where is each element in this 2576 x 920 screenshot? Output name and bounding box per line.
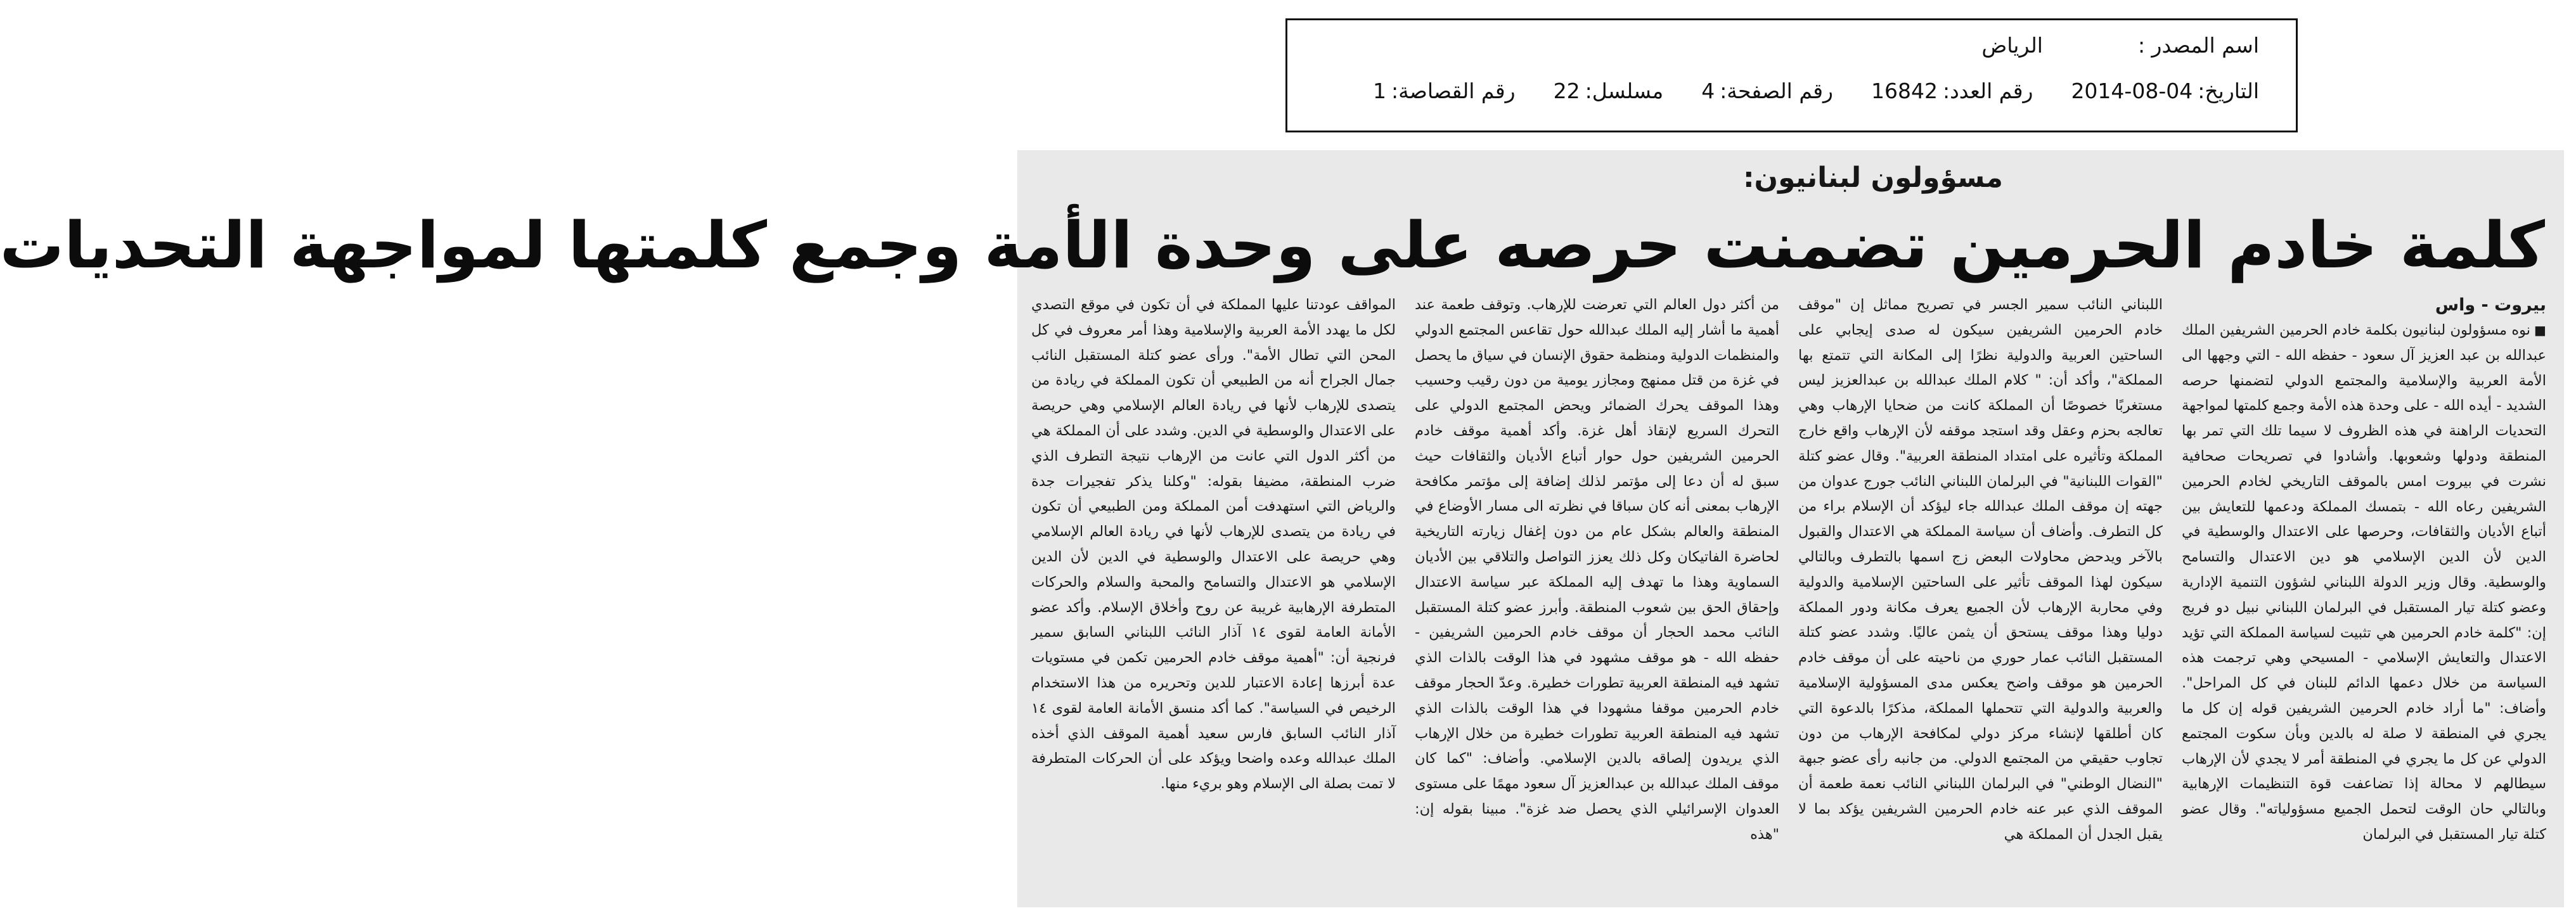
serial-label: مسلسل:	[1585, 79, 1664, 103]
article-column-2	[1798, 293, 2163, 898]
page-field	[1701, 79, 1833, 103]
serial-field	[1554, 79, 1664, 103]
date-value: 2014-08-04	[2071, 79, 2193, 103]
article-column-4	[1031, 293, 1396, 898]
source-value: الرياض	[1981, 33, 2043, 58]
clipping-metadata-box	[1285, 18, 2298, 132]
issue-label: رقم العدد:	[1942, 79, 2033, 103]
article-column-1	[2182, 293, 2546, 898]
column-3-text: من أكثر دول العالم التي تعرضت للإرهاب. وتوقف طعمة عند أهمية ما أشار إليه الملك عبدالله حول تقاعس المجتمع الدولي والمنظمات الدولية ومنظمة حقوق الإنسان في سياق ما يحصل في غزة من قتل ممنهج ومجازر يومية من دون رقيب وحسيب وهذا الموقف يحرك الضمائر ويحض المجتمع الدولي على التحرك السريع لإنقاذ أهل غزة. وأكد أهمية موقف خادم الحرمين الشريفين حول حوار أتباع الأديان والثقافات حيث سبق له أن دعا إلى مؤتمر لذلك إضافة إلى مؤتمر مكافحة الإرهاب بمعنى أنه كان سباقا في نظرته الى مسار الأوضاع في المنطقة والعالم بشكل عام من دون إغفال زيارته التاريخية لحاضرة الفاتيكان وكل ذلك يعزز التواصل والتلاقي بين الأديان السماوية وهذا ما تهدف إليه المملكة عبر سياسة الاعتدال وإحقاق الحق بين شعوب المنطقة. وأبرز عضو كتلة المستقبل النائب محمد الحجار أن موقف خادم الحرمين الشريفين - حفظه الله - هو موقف مشهود في هذا الوقت بالذات الذي تشهد فيه المنطقة العربية تطورات خطيرة. وعدّ الحجار موقف خادم الحرمين موقفا مشهودا في هذا الوقت بالذات الذي تشهد فيه المنطقة العربية تطورات خطيرة من خلال الإرهاب الذي يريدون إلصاقه بالدين الإسلامي. وأضاف: "كما كان موقف الملك عبدالله بن عبدالعزيز آل سعود مهمًا على مستوى العدوان الإسرائيلي الذي يحصل ضد غزة". مبينا بقوله إن: "هذه	[1415, 297, 1779, 843]
article-dateline: بيروت - واس	[2435, 295, 2546, 315]
newspaper-clipping	[0, 150, 2564, 907]
serial-value: 22	[1553, 79, 1580, 103]
column-2-text: اللبناني النائب سمير الجسر في تصريح مماثل إن "موقف خادم الحرمين الشريفين سيكون له صدى إيجابي على الساحتين العربية والدولية نظرًا إلى المكانة التي تتمتع بها المملكة"، وأكد أن: " كلام الملك عبدالله بن عبدالعزيز ليس مستغربًا خصوصًا أن المملكة كانت من ضحايا الإرهاب وهي تعالجه بحزم وعقل وقد استجد موقفه لأن الإرهاب واقع خارج المملكة وتأثيره على امتداد المنطقة العربية". وقال عضو كتلة "القوات اللبنانية" في البرلمان اللبناني النائب جورج عدوان من جهته إن موقف الملك عبدالله جاء ليؤكد أن الإسلام براء من كل التطرف. وأضاف أن سياسة المملكة هي الاعتدال والقبول بالآخر ويدحض محاولات البعض زج اسمها بالتطرف وبالتالي سيكون لهذا الموقف تأثير على الساحتين الإسلامية والدولية وفي محاربة الإرهاب لأن الجميع يعرف مكانة ودور المملكة دوليا وهذا موقف يستحق أن يثمن عاليًا. وشدد عضو كتلة المستقبل النائب عمار حوري من ناحيته على أن موقف خادم الحرمين هو موقف واضح يعكس مدى المسؤولية الإسلامية والعربية والدولية التي تتحملها المملكة، مذكرًا بالدعوة التي كان أطلقها لإنشاء مركز دولي لمكافحة الإرهاب من دون تجاوب حقيقي من المجتمع الدولي. من جانبه رأى عضو جبهة "النضال الوطني" في البرلمان اللبناني النائب نعمة طعمة أن الموقف الذي عبر عنه خادم الحرمين الشريفين يؤكد بما لا يقبل الجدل أن المملكة هي	[1798, 297, 2163, 843]
clip-number-label: رقم القصاصة:	[1391, 79, 1516, 103]
column-4-text: المواقف عودتنا عليها المملكة في أن تكون في موقع التصدي لكل ما يهدد الأمة العربية والإسلامية وهذا أمر معروف في كل المحن التي تطال الأمة". ورأى عضو كتلة المستقبل النائب جمال الجراح أنه من الطبيعي أن تكون المملكة في ريادة من يتصدى للإرهاب لأنها في ريادة العالم الإسلامي وهي حريصة على الاعتدال والوسطية في الدين. وشدد على أن المملكة هي من أكثر الدول التي عانت من الإرهاب نتيجة التطرف الذي ضرب المنطقة، مضيفا بقوله: "وكلنا يذكر تفجيرات جدة والرياض التي استهدفت أمن المملكة ومن الطبيعي أن تكون في ريادة من يتصدى للإرهاب لأنها في ريادة العالم الإسلامي وهي حريصة على الاعتدال والوسطية في الدين لأن الدين الإسلامي هو الاعتدال والتسامح والمحبة والسلام والحركات المتطرفة الإرهابية غريبة عن روح وأخلاق الإسلام. وأكد عضو الأمانة العامة لقوى ١٤ آذار النائب اللبناني السابق سمير فرنجية أن: "أهمية موقف خادم الحرمين تكمن في مستويات عدة أبرزها إعادة الاعتبار للدين وتحريره من هذا الاستخدام الرخيص في السياسة". كما أكد منسق الأمانة العامة لقوى ١٤ آذار النائب السابق فارس سعيد أهمية الموقف الذي أخذه الملك عبدالله وعده واضحا ويؤكد على أن الحركات المتطرفة لا تمت بصلة الى الإسلام وهو بريء منها.	[1031, 297, 1396, 793]
article-headline: كلمة خادم الحرمين تضمنت حرصه على وحدة الأمة وجمع كلمتها لمواجهة التحديات	[0, 208, 2545, 283]
clip-number-field	[1373, 79, 1516, 103]
issue-field	[1871, 79, 2033, 103]
column-1-text	[2182, 318, 2546, 848]
page-label: رقم الصفحة:	[1720, 79, 1833, 103]
page-value: 4	[1701, 79, 1715, 103]
date-label: التاريخ:	[2198, 79, 2259, 103]
metadata-line-details	[1313, 79, 2259, 103]
article-subtitle: مسؤولون لبنانيون:	[1742, 162, 2004, 194]
clip-number-value: 1	[1373, 79, 1386, 103]
article-column-3	[1415, 293, 1779, 898]
issue-value: 16842	[1871, 79, 1938, 103]
source-label: اسم المصدر :	[2137, 33, 2259, 58]
date-field	[2071, 79, 2259, 103]
article-body	[1031, 293, 2546, 898]
metadata-line-source	[1313, 33, 2259, 58]
column-1-body: نوه مسؤولون لبنانيون بكلمة خادم الحرمين الشريفين الملك عبدالله بن عبد العزيز آل سعود - حفظه الله - التي وجهها الى الأمة العربية والإسلامية والمجتمع الدولي لتضمنها حرصه الشديد - أيده الله - على وحدة هذه الأمة وجمع كلمتها لمواجهة التحديات الراهنة في هذه الظروف لا سيما تلك التي تمر بها المنطقة ودولها وشعوبها. وأشادوا في تصريحات صحافية نشرت في بيروت امس بالموقف التاريخي لخادم الحرمين الشريفين رعاه الله - بتمسك المملكة ودعمها للتعايش بين أتباع الأديان والثقافات، وحرصها على الاعتدال والوسطية في الدين لأن الدين الإسلامي هو دين الاعتدال والتسامح والوسطية. وقال وزير الدولة اللبناني لشؤون التنمية الإدارية وعضو كتلة تيار المستقبل في البرلمان اللبناني نبيل دو فريج إن: "كلمة خادم الحرمين هي تثبيت لسياسة المملكة التي تؤيد الاعتدال والتعايش الإسلامي - المسيحي وهي ترجمت هذه السياسة من خلال دعمها الدائم للبنان في كل المراحل". وأضاف: "ما أراد خادم الحرمين الشريفين قوله إن كل ما يجري في المنطقة لا صلة له بالدين وبأن سكوت المجتمع الدولي عن كل ما يجري في المنطقة أمر لا يجدي لأن الإرهاب سيطالهم لا محالة إذا تضاعفت قوة التنظيمات الإرهابية وبالتالي حان الوقت لتحمل الجميع مسؤولياته". وقال عضو كتلة تيار المستقبل في البرلمان	[2182, 322, 2546, 843]
bullet-icon: ■	[2534, 323, 2546, 338]
